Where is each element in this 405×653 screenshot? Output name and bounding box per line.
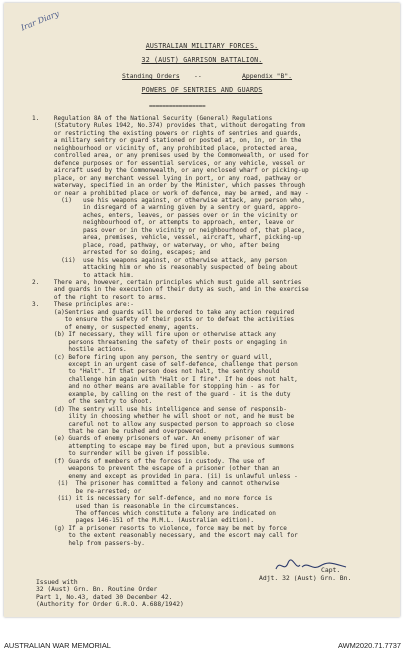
- body-line: area, premises, vehicle, vessel, aircraft, wharf, picking-up: [32, 234, 302, 242]
- body-line: place, or any merchant vessel lying in port, or any road, pathway or: [32, 174, 302, 182]
- body-line: ility in choosing whether he will shoot or not, and he must be: [32, 413, 295, 421]
- body-line: aircraft used by the Commonwealth, or any enclosed wharf or picking-up: [32, 167, 309, 175]
- body-line: in disregard of a warning given by a sentry or guard, appro-: [32, 204, 302, 212]
- body-line: defence purposes or for essential services, or any vehicle, vessel or: [32, 159, 306, 167]
- separator-dashes: --: [194, 72, 202, 80]
- body-line: (a)Sentries and guards will be ordered to take any action required: [32, 308, 295, 316]
- body-line: or near a prohibited place or work of defence, may be armed, and may -: [32, 189, 309, 197]
- body-line: a military sentry or guard stationed or posted at, on, in, or in the: [32, 137, 302, 145]
- body-line: attacking him or who is reasonably suspected of being about: [32, 264, 298, 272]
- body-line: neighbourhood or vicinity of, any prohibited place, protected area,: [32, 144, 298, 152]
- body-line: neighbourhood of, or attempts to approach, enter, leave or: [32, 219, 295, 227]
- issued-line-2: 32 (Aust) Grn. Bn. Routine Order: [36, 586, 158, 594]
- body-line: and no other means are available for stopping him - as for: [32, 383, 280, 391]
- body-line: (d) The sentry will use his intelligence and sense of responsib-: [32, 405, 287, 413]
- body-line: The offences which constitute a felony are indicated on: [32, 510, 276, 518]
- body-line: careful not to allow any suspected person to approach so close: [32, 420, 295, 428]
- document-body: [4, 3, 400, 617]
- body-line: (i) The prisoner has committed a felony and cannot otherwise: [32, 480, 280, 488]
- footer-institution: AUSTRALIAN WAR MEMORIAL: [4, 641, 111, 650]
- body-line: to "Halt". If that person does not halt, the sentry should: [32, 368, 280, 376]
- body-line: to the extent reasonably necessary, and the escort may call for: [32, 532, 298, 540]
- body-line: (Statutory Rules 1942, No.374) provides that, without derogating from: [32, 122, 306, 130]
- body-line: of the right to resort to arms.: [32, 293, 167, 301]
- body-line: aches, enters, leaves, or passes over or in the vicinity or: [32, 211, 298, 219]
- body-line: help from passers-by.: [32, 539, 145, 547]
- body-line: (i) use his weapons against, or otherwise attack, any person who,: [32, 196, 306, 204]
- body-line: to surrender will be given if possible.: [32, 450, 211, 458]
- body-line: or restricting the existing powers or rights of sentries and guards,: [32, 129, 302, 137]
- body-line: example, by calling on the rest of the guard - it is the duty: [32, 390, 291, 398]
- heading-rule: =================: [149, 103, 206, 110]
- body-line: controlled area, or any premises used by the Commonwealth, or used for: [32, 152, 309, 160]
- body-line: enemy and except as provided in para. (ii) is unlawful unless -: [32, 472, 298, 480]
- body-line: 3. These principles are:-: [32, 301, 134, 309]
- body-line: persons threatening the safety of their posts or engaging in: [32, 338, 287, 346]
- body-line: of the sentry to shoot.: [32, 398, 153, 406]
- body-line: (g) If a prisoner resorts to violence, force may be met by force: [32, 524, 287, 532]
- issued-block: [36, 579, 184, 609]
- body-line: (ii) it is necessary for self-defence, and no more force is: [32, 495, 273, 503]
- subject-heading: POWERS OF SENTRIES AND GUARDS: [141, 86, 263, 94]
- body-line: be re-arrested; or: [32, 487, 142, 495]
- body-line: to ensure the safety of their posts or to defeat the activities: [32, 316, 295, 324]
- body-line: place, road, pathway, or waterway, or who, after being: [32, 241, 280, 249]
- signature-unit: Adjt. 32 (Aust) Grn. Bn.: [259, 573, 352, 582]
- issued-line-3: Part 1, No.43, dated 30 December 42.: [36, 593, 173, 601]
- body-line: pages 146-151 of the M.M.L. (Australian edition).: [32, 517, 255, 525]
- body-line: weapons to prevent the escape of a prisoner (other than an: [32, 465, 280, 473]
- body-line: of enemy, or suspected enemy, agents.: [32, 323, 200, 331]
- caption-bar: [0, 639, 405, 653]
- title-line-1: AUSTRALIAN MILITARY FORCES.: [145, 42, 259, 50]
- body-line: (c) Before firing upon any person, the sentry or guard will,: [32, 353, 273, 361]
- body-line: (b) If necessary, they will fire upon or otherwise attack any: [32, 331, 276, 339]
- standing-orders-label: Standing Orders: [122, 72, 180, 80]
- body-line: 1. Regulation 8A of the National Security (General) Regulations: [32, 115, 273, 122]
- footer-accession: AWM2020.71.7737: [338, 641, 401, 650]
- body-line: challenge him again with "Halt or I fire". If he does not halt,: [32, 375, 298, 383]
- regulation-text: [32, 115, 394, 547]
- body-line: used than is reasonable in the circumstances.: [32, 502, 240, 510]
- title-line-2: 32 (AUST) GARRISON BATTALION.: [141, 56, 263, 64]
- body-line: except in an urgent case of self-defence, challenge that person: [32, 360, 298, 368]
- body-line: pass over or in the vicinity or neighbourhood of, that place,: [32, 226, 306, 234]
- body-line: (ii) use his weapons against, or otherwise attack, any person: [32, 256, 287, 264]
- body-line: waterway, specified in an order by the Minister, which passes through: [32, 182, 306, 190]
- body-line: attempting to escape may be fired upon, but a previous summons: [32, 442, 295, 450]
- body-line: and guards in the execution of their duty as such, and in the exercise: [32, 286, 309, 294]
- body-line: hostile actions.: [32, 346, 127, 354]
- appendix-label: Appendix "B".: [242, 72, 293, 80]
- signature-block: [259, 567, 351, 582]
- body-line: arrested for so doing, escapes; and: [32, 249, 211, 257]
- body-line: that he can be rushed and overpowered.: [32, 428, 207, 436]
- body-line: (e) Guards of enemy prisoners of war. An enemy prisoner of war: [32, 435, 280, 443]
- issued-line-4: (Authority for Order G.R.O. A.688/1942): [36, 601, 184, 609]
- body-line: (f) Guards of members of the forces in custody. The use of: [32, 457, 265, 465]
- body-line: to attack him.: [32, 271, 134, 279]
- signature-rank: Capt.: [321, 566, 341, 574]
- issued-line-1: Issued with: [36, 579, 78, 586]
- document-page: [4, 3, 400, 617]
- body-line: 2. There are, however, certain principles which must guide all sentries: [32, 278, 302, 286]
- handwritten-annotation: Irar Diary: [19, 9, 61, 33]
